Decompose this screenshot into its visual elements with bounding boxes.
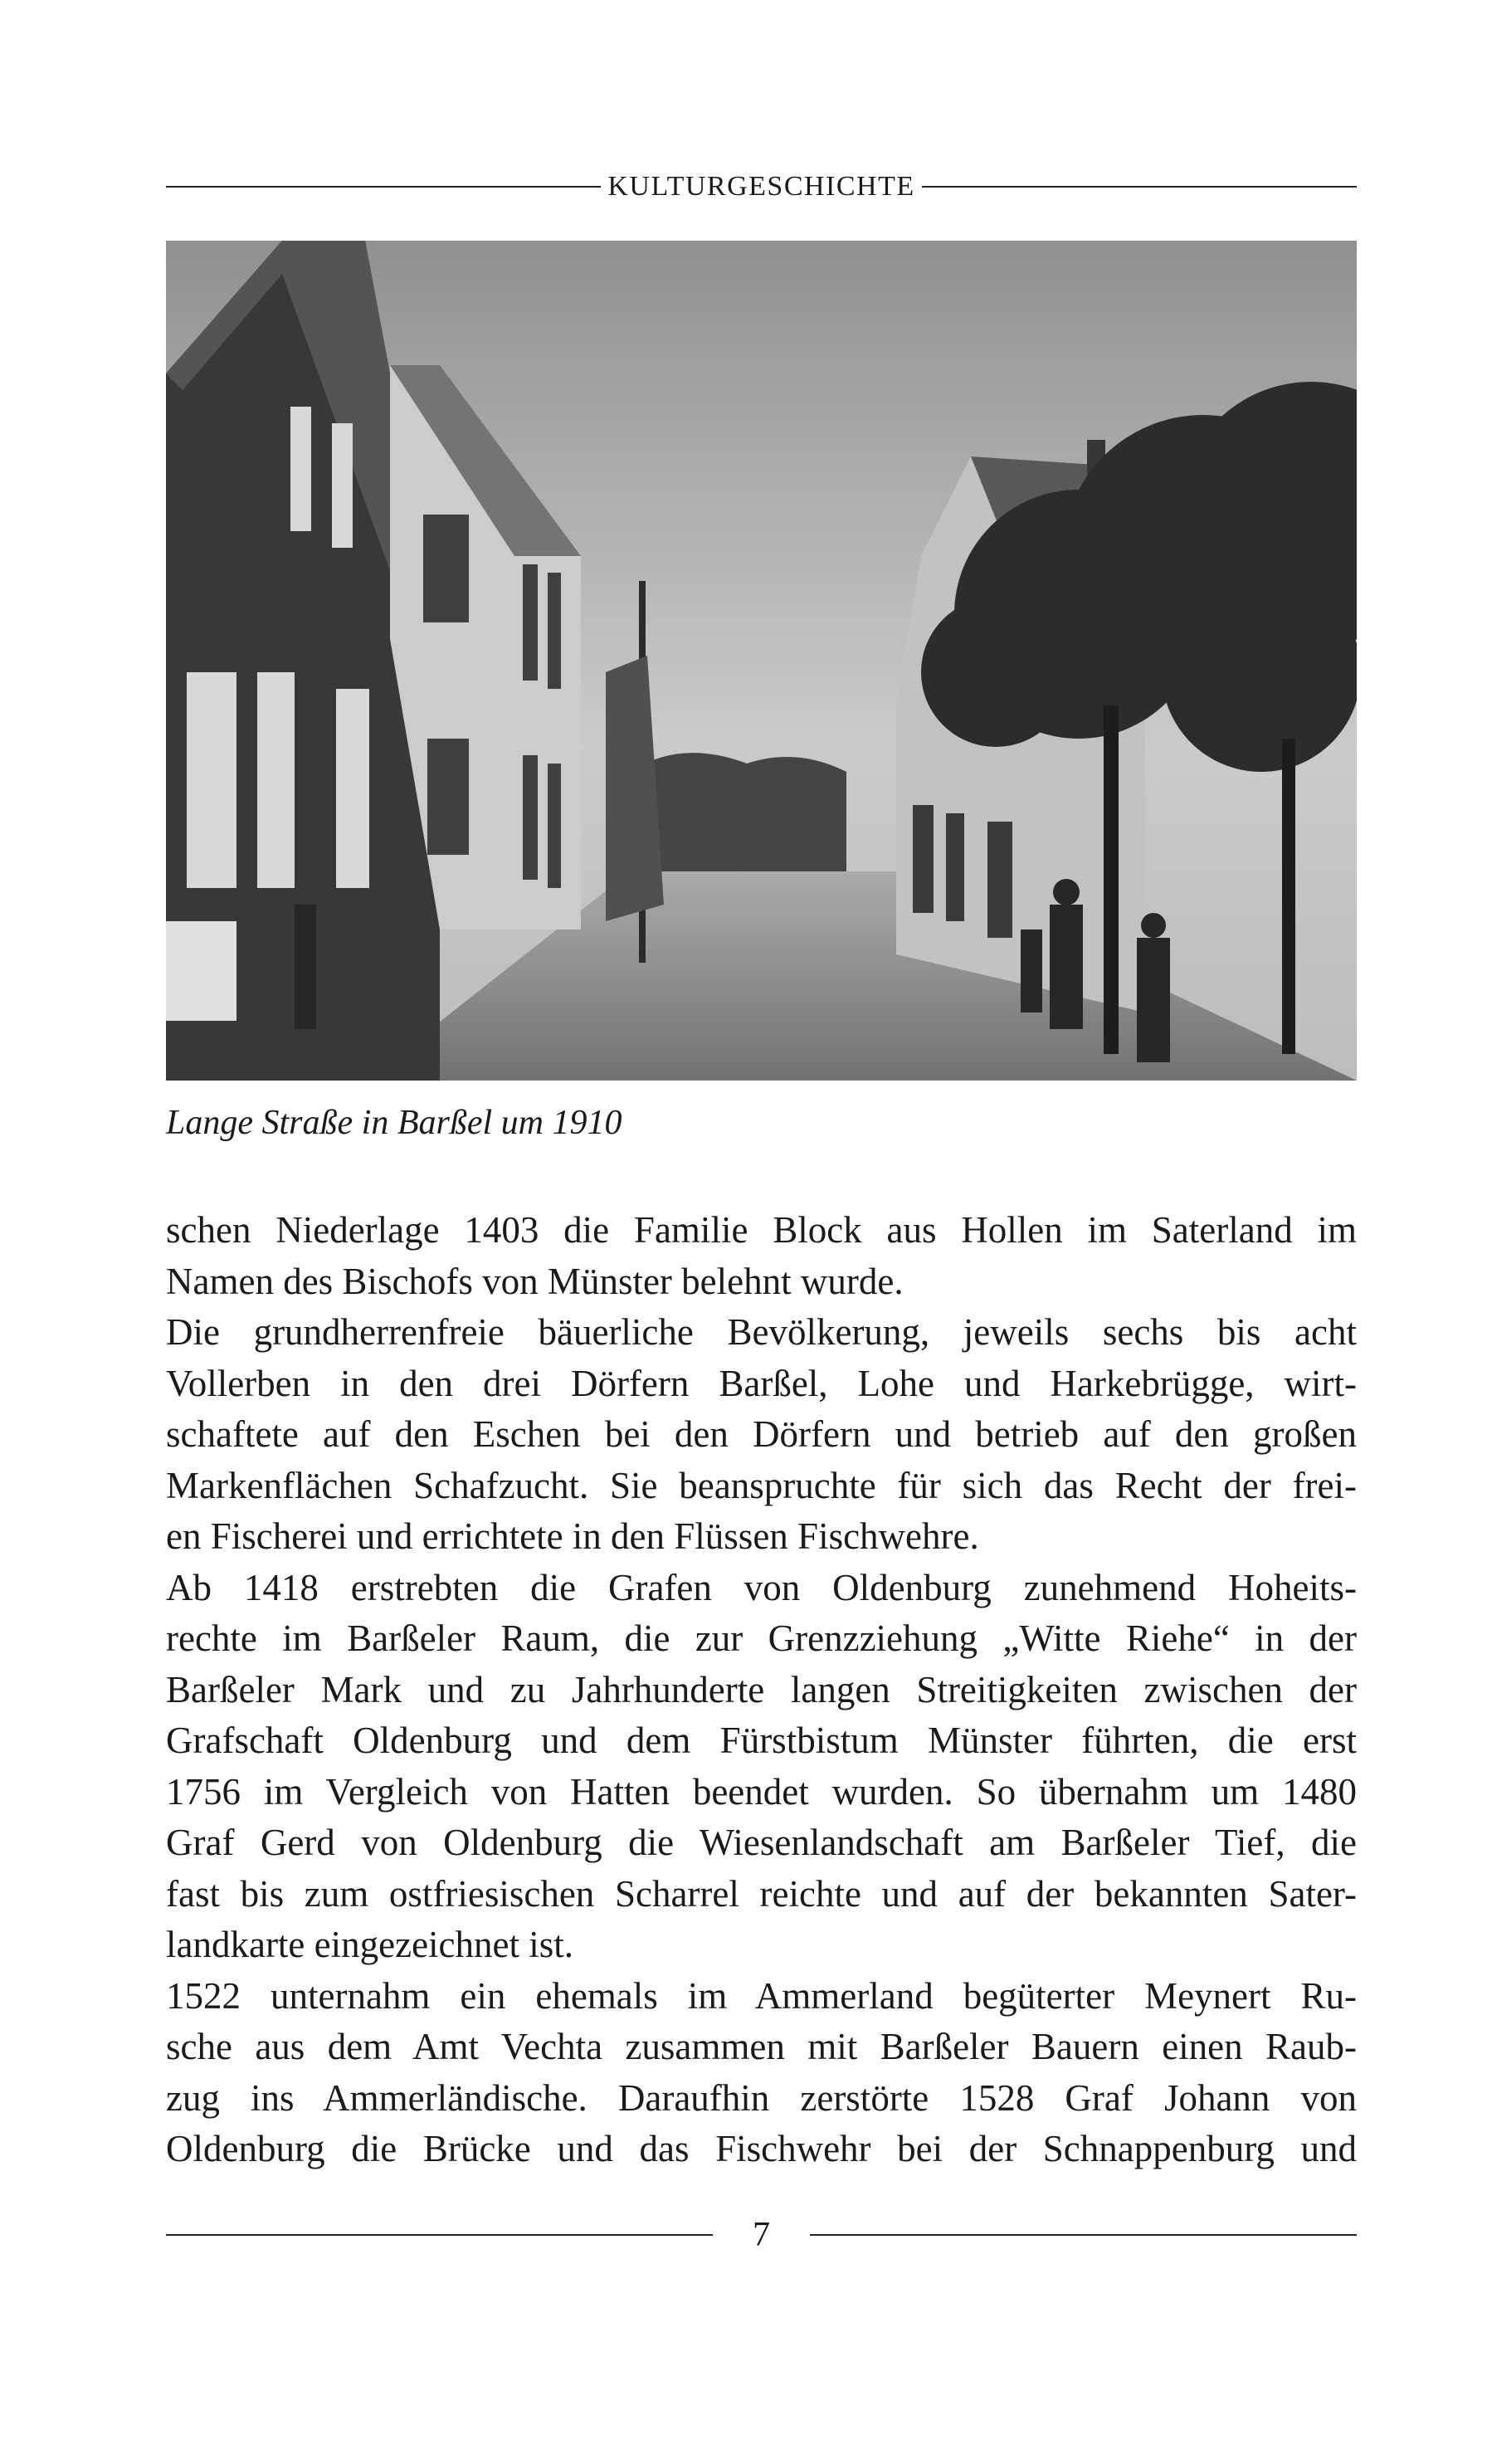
street-scene-illustration (166, 241, 1357, 1081)
body-line: schaftete auf den Eschen bei den Dörfern und betrieb auf den großen (166, 1413, 1357, 1455)
historic-street-photo (166, 241, 1357, 1081)
photo-caption: Lange Straße in Barßel um 1910 (166, 1104, 622, 1142)
body-line: Vollerben in den drei Dörfern Barßel, Lohe und Harkebrügge, wirt- (166, 1362, 1357, 1404)
body-line: fast bis zum ostfriesischen Scharrel reichte und auf der bekannten Sater- (166, 1872, 1357, 1915)
body-line: Oldenburg die Brücke und das Fischwehr bei der Schnappenburg und (166, 2128, 1357, 2169)
running-header (166, 170, 1357, 203)
body-line: sche aus dem Amt Vechta zusammen mit Barßeler Bauern einen Raub- (166, 2026, 1357, 2067)
body-line: 1756 im Vergleich von Hatten beendet wurden. So übernahm um 1480 (166, 1770, 1357, 1813)
footer-rule-left (166, 2234, 713, 2236)
body-line: Markenflächen Schafzucht. Sie beanspruchte für sich das Recht der frei- (166, 1464, 1357, 1506)
page-number: 7 (753, 2216, 770, 2254)
header-rule-left (166, 186, 601, 188)
body-line: zug ins Ammerländische. Daraufhin zerstörte 1528 Graf Johann von (166, 2076, 1357, 2119)
body-line: rechte im Barßeler Raum, die zur Grenzziehung „Witte Riehe“ in der (166, 1617, 1357, 1659)
header-rule-right (922, 186, 1357, 188)
body-line: landkarte eingezeichnet ist. (166, 1924, 574, 1965)
footer-rule-right (810, 2234, 1357, 2236)
body-line: 1522 unternahm ein ehemals im Ammerland begüterter Meynert Ru- (166, 1974, 1357, 2017)
body-line: Die grundherrenfreie bäuerliche Bevölkerung, jeweils sechs bis acht (166, 1311, 1357, 1353)
running-header-title: KULTURGESCHICHTE (607, 171, 915, 202)
body-line: Grafschaft Oldenburg und dem Fürstbistum Münster führten, die erst (166, 1720, 1357, 1761)
body-line: Namen des Bischofs von Münster belehnt wurde. (166, 1260, 904, 1302)
body-line: Graf Gerd von Oldenburg die Wiesenlandschaft am Barßeler Tief, die (166, 1822, 1357, 1863)
body-line: en Fischerei und errichtete in den Flüssen Fischwehre. (166, 1515, 979, 1557)
page-footer (166, 2214, 1357, 2256)
body-line: Barßeler Mark und zu Jahrhunderte langen Streitigkeiten zwischen der (166, 1668, 1357, 1710)
body-line: schen Niederlage 1403 die Familie Block aus Hollen im Saterland im (166, 1209, 1357, 1251)
body-line: Ab 1418 erstrebten die Grafen von Oldenburg zunehmend Hoheits- (166, 1566, 1357, 1608)
body-text (166, 1205, 1357, 2175)
